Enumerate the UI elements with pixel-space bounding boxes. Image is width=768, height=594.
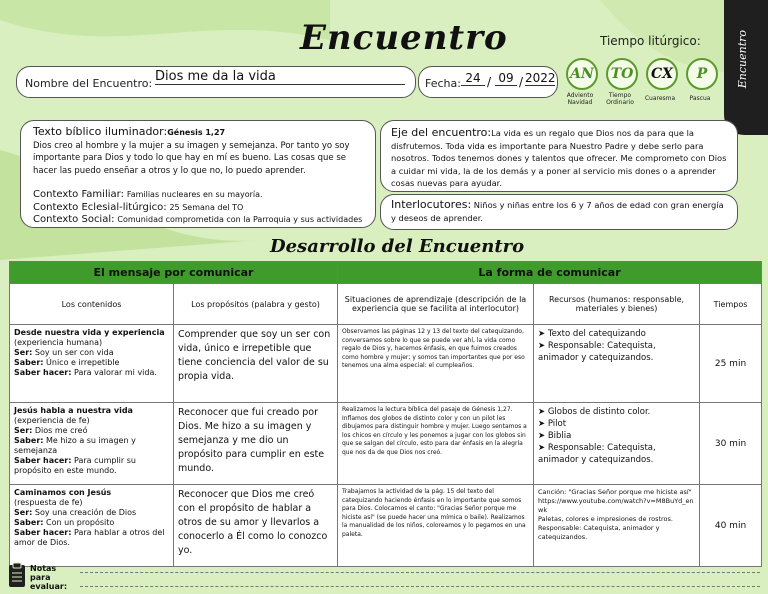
notas-label: Notas para evaluar: <box>30 564 68 591</box>
tiempo-cell[interactable]: 30 min <box>700 403 762 485</box>
side-tab: Encuentro <box>724 0 768 135</box>
forma-header: La forma de comunicar <box>338 262 762 284</box>
contexto-familiar-value[interactable]: Familias nucleares en su mayoría. <box>126 190 263 199</box>
col-contenidos: Los contenidos <box>10 284 174 325</box>
nombre-label: Nombre del Encuentro: <box>25 77 153 90</box>
fecha-box <box>418 66 558 98</box>
proposito-cell[interactable]: Reconocer que Dios me creó con el propósito de hablar a otros de su amor y llevarlos a conocerlo a Él como lo conozco yo. <box>174 485 338 567</box>
tiempo-title: Tiempo litúrgico: <box>600 34 701 48</box>
contexto-social-label: Contexto Social: <box>33 214 115 225</box>
fecha-slash: / <box>487 75 492 89</box>
proposito-cell[interactable]: Comprender que soy un ser con vida, único e irrepetible que tiene conciencia del valor de su propia vida. <box>174 325 338 403</box>
nombre-value[interactable]: Dios me da la vida <box>155 69 405 85</box>
tiempo-pascua-label: Pascua <box>689 95 711 102</box>
recursos-cell[interactable]: Canción: "Gracias Señor porque me hiciste así" https://www.youtube.com/watch?v=M8BuYd_enwk Paletas, colores e impresiones de rostros. Responsable: Catequista, animador y catequizandos. <box>534 485 700 567</box>
desarrollo-title: Desarrollo del Encuentro <box>270 236 525 257</box>
interlocutores-body[interactable]: Niños y niñas entre los 6 y 7 años de edad con gran energía y deseos de aprender. <box>391 200 724 223</box>
tiempo-cell[interactable]: 40 min <box>700 485 762 567</box>
tiempo-cuaresma-label: Cuaresma <box>644 95 676 102</box>
eje-body[interactable]: La vida es un regalo que Dios nos da para que la disfrutemos. Toda vida es importante para Nuestro Padre y debe serlo para nosotros. Todos tenemos dones y talentos que ofrecer. Me comprometo con Dios a cuidar mi vida, la de los demás y a poner al servicio mis dones o a aprender cosas nuevas para ayudar. <box>391 128 727 188</box>
table-row <box>10 403 762 485</box>
col-situaciones: Situaciones de aprendizaje (descripción de la experiencia que se facilita al interlocutor) <box>338 284 534 325</box>
contenido-cell: Caminamos con Jesús (respuesta de fe) Ser: Soy una creación de Dios Saber: Con un propósito Saber hacer: Para hablar a otros del amor de Dios. <box>10 485 174 567</box>
col-recursos: Recursos (humanos: responsable, materiales y bienes) <box>534 284 700 325</box>
clipboard-icon <box>8 562 26 588</box>
col-propositos: Los propósitos (palabra y gesto) <box>174 284 338 325</box>
recursos-cell[interactable]: ➤ Globos de distinto color. ➤ Pilot ➤ Biblia ➤ Responsable: Catequista, animador y catequizandos. <box>534 403 700 485</box>
desarrollo-table <box>9 261 762 567</box>
contenido-cell: Desde nuestra vida y experiencia (experiencia humana) Ser: Soy un ser con vida Saber: Único e irrepetible Saber hacer: Para valorar mi vida. <box>10 325 174 403</box>
nombre-box <box>16 66 416 98</box>
tiempo-to[interactable]: TO <box>606 58 638 90</box>
fecha-month[interactable]: 09 <box>495 71 517 86</box>
contexto-eclesial-value[interactable]: 25 Semana del TO <box>169 202 244 212</box>
fecha-day[interactable]: 24 <box>461 71 485 86</box>
tiempo-cell[interactable]: 25 min <box>700 325 762 403</box>
tiempo-to-label: Tiempo Ordinario <box>606 92 634 106</box>
notas-line[interactable] <box>80 586 760 587</box>
contexto-social-value[interactable]: Comunidad comprometida con la Parroquia y sus actividades <box>117 215 363 224</box>
interlocutores-label: Interlocutores: <box>391 198 472 211</box>
fecha-label: Fecha: <box>425 77 461 90</box>
notas-line[interactable] <box>80 572 760 573</box>
contenido-cell: Jesús habla a nuestra vida (experiencia de fe) Ser: Dios me creó Saber: Me hizo a su imagen y semejanza Saber hacer: Para cumplir su propósito en este mundo. <box>10 403 174 485</box>
texto-ref: Génesis 1,27 <box>167 128 226 137</box>
contexto-familiar-label: Contexto Familiar: <box>33 189 124 200</box>
eje-box <box>380 120 738 192</box>
contexto-eclesial-label: Contexto Eclesial-litúrgico: <box>33 201 167 213</box>
eje-label: Eje del encuentro: <box>391 126 492 139</box>
situacion-cell[interactable]: Observamos las páginas 12 y 13 del texto del catequizando, conversamos sobre lo que se puede ver ahí, la vida como regalo de Dios y, hacemos énfasis, en que fuimos creados como hombre y mujer; y somos tan importantes que por eso tenemos una alma especial: el cumpleaños. <box>338 325 534 403</box>
interlocutores-box <box>380 194 738 230</box>
recursos-cell[interactable]: ➤ Texto del catequizando ➤ Responsable: Catequista, animador y catequizandos. <box>534 325 700 403</box>
col-tiempos: Tiempos <box>700 284 762 325</box>
fecha-slash: / <box>519 75 524 89</box>
tiempo-an-label: Adviento Navidad <box>566 92 594 106</box>
texto-label: Texto bíblico iluminador: <box>33 125 168 138</box>
proposito-cell[interactable]: Reconocer que fui creado por Dios. Me hizo a su imagen y semejanza y me dio un propósito para cumplir en este mundo. <box>174 403 338 485</box>
texto-body[interactable]: Dios creo al hombre y la mujer a su imagen y semejanza. Por tanto yo soy importante para Dios y todo lo que hay en mí es bueno. Las cosas que se hacer las puedo enseñar a otros y lo que no, lo puedo aprender. <box>33 140 350 176</box>
fecha-year[interactable]: 2022 <box>525 71 556 85</box>
page-title: Encuentro <box>300 18 508 58</box>
table-row <box>10 325 762 403</box>
tiempo-pascua[interactable]: P <box>686 58 718 90</box>
tiempo-an[interactable]: AN <box>566 58 598 90</box>
situacion-cell[interactable]: Trabajamos la actividad de la pág. 15 del texto del catequizando haciendo énfasis en lo importante que somos para Dios. Colocamos el canto: "Gracias Señor porque me hiciste así" (se puede hacer una mímica o baile). Realizamos la manualidad de los niños, coloreamos y lo pegamos en una paleta. <box>338 485 534 567</box>
mensaje-header: El mensaje por comunicar <box>10 262 338 284</box>
texto-biblico-box <box>20 120 376 228</box>
table-row <box>10 485 762 567</box>
tiempo-cuaresma[interactable]: CX <box>646 58 678 90</box>
situacion-cell[interactable]: Realizamos la lectura bíblica del pasaje de Génesis 1,27. Inflamos dos globos de distinto color y con un pilot les dibujamos para distinguir hombre y mujer. Luego sentamos a los chicos en círculo y les ponemos a jugar con los globos sin que se salgan del círculo, esto para dar énfasis en la alegría que nos da de que Dios nos creó. <box>338 403 534 485</box>
